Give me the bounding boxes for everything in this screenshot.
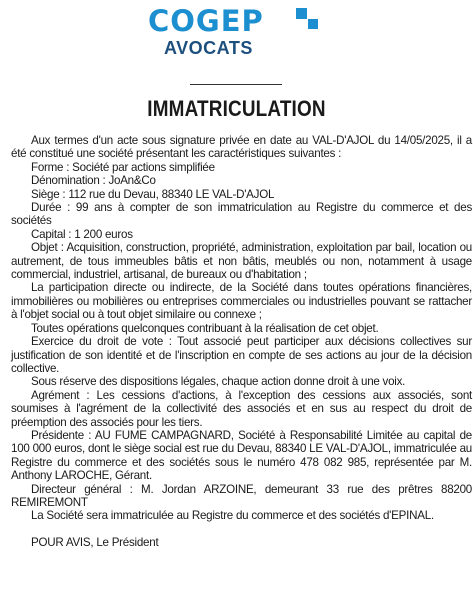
logo-wordmark: COGEP (148, 4, 264, 38)
paragraph-agrement: Agrément : Les cessions d'actions, à l'exception des cessions aux associés, sont soumises à l'agrément de la collectivité des associés et en sus au respect du droit de préemption des associés pour les tiers. (11, 388, 472, 429)
paragraph-operations: Toutes opérations quelconques contribuant à la réalisation de cet objet. (31, 321, 379, 335)
paragraph-directeur: Directeur général : M. Jordan ARZOINE, demeurant 33 rue des prêtres 88200 REMIREMONT (11, 482, 472, 509)
paragraph-voix: Sous réserve des dispositions légales, chaque action donne droit à une voix. (31, 375, 406, 389)
paragraph-intro: Aux termes d'un acte sous signature privée en date au VAL-D'AJOL du 14/05/2025, il a été constitué une société présentant les caractéristiques suivantes : (11, 134, 472, 161)
paragraph-duree: Durée : 99 ans à compter de son immatriculation au Registre du commerce et des sociétés (11, 201, 472, 228)
paragraph-participation: La participation directe ou indirecte, de la Société dans toutes opérations financières, immobilières ou mobilières ou entreprises commerciales ou industrielles pouvant se rattacher à l'objet social ou à tout objet similaire ou connexe ; (11, 281, 472, 322)
notice-title: IMMATRICULATION (147, 96, 326, 121)
paragraph-siege: Siège : 112 rue du Devau, 88340 LE VAL-D'AJOL (31, 187, 275, 201)
paragraph-immatriculation: La Société sera immatriculée au Registre du commerce et des sociétés d'EPINAL. (31, 509, 434, 523)
signature: POUR AVIS, Le Président (31, 535, 159, 549)
paragraph-objet: Objet : Acquisition, construction, propriété, administration, exploitation par bail, location ou autrement, de tous immeubles bâtis et non bâtis, meublés ou non, notamment à usage commercial, industriel, artisanal, de bureaux ou d'habitation ; (11, 241, 472, 282)
paragraph-droit-de-vote: Exercice du droit de vote : Tout associé peut participer aux décisions collectives sur justification de son identité et de l'inscription en compte de ses actions au jour de la décision collective. (11, 335, 472, 375)
title-divider (190, 84, 282, 85)
paragraph-capital: Capital : 1 200 euros (31, 227, 133, 241)
notice-body (11, 134, 472, 549)
paragraph-denomination: Dénomination : JoAn&Co (31, 174, 156, 188)
cogep-logo (0, 0, 473, 62)
logo-squares-icon (296, 8, 326, 30)
paragraph-forme: Forme : Société par actions simplifiée (31, 160, 215, 174)
logo-subtitle: AVOCATS (164, 38, 253, 58)
paragraph-presidente: Présidente : AU FUME CAMPAGNARD, Société à Responsabilité Limitée au capital de 100 000 euros, dont le siège social est rue du Devau, 88340 LE VAL-D'AJOL, immatriculée au Registre du commerce et des sociétés sous le numéro 478 082 985, représentée par M. Anthony LAROCHE, Gérant. (11, 428, 472, 483)
